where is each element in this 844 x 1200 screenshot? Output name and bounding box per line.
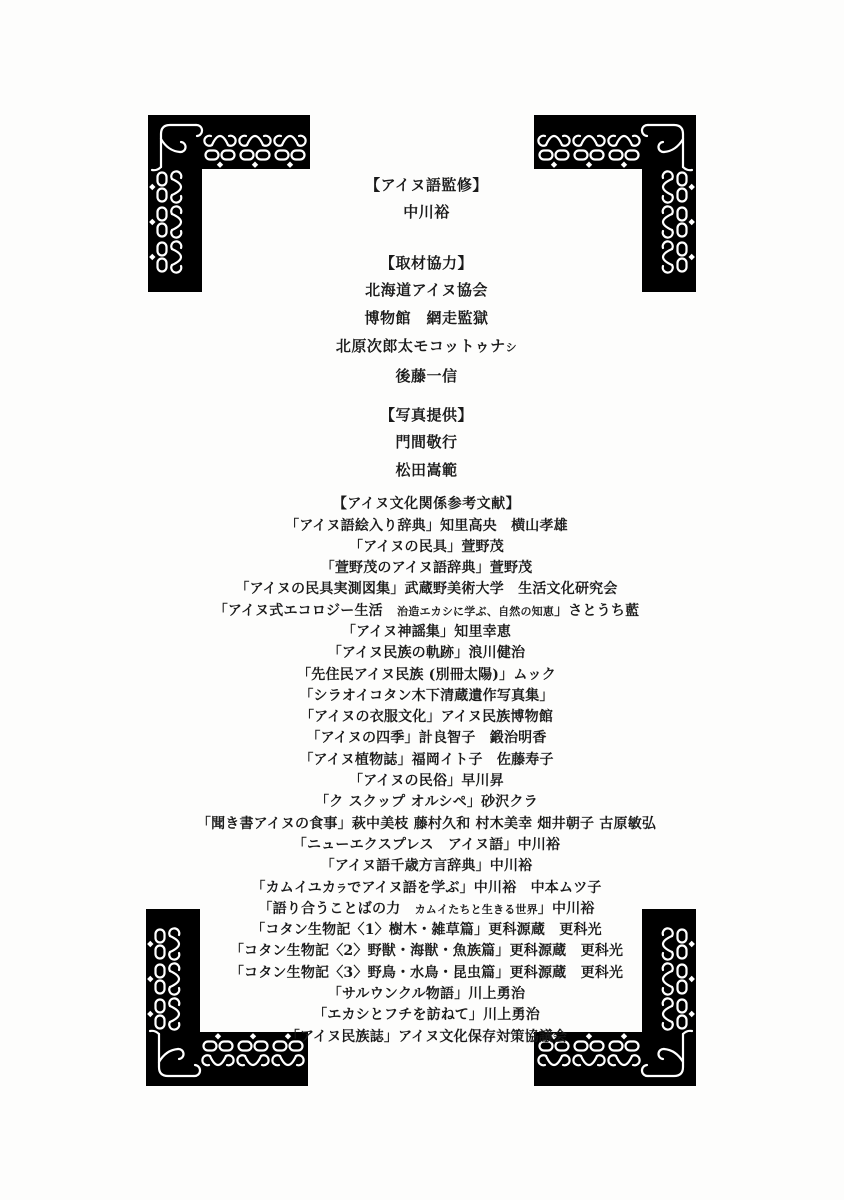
text-segment: 「アイヌ民族誌」アイヌ文化保存対策協議会: [285, 1028, 568, 1045]
text-segment: 「語り合うことばの力: [258, 900, 415, 917]
text-segment: 「エカシとフチを訪ねて」川上勇治: [313, 1007, 540, 1024]
text-segment-small: カムイたちと生きる世界: [414, 902, 538, 916]
text-segment: 「アイヌ式エコロジー生活: [213, 602, 398, 619]
text-segment: 中川裕: [403, 203, 450, 221]
reference-line: [9, 814, 844, 835]
text-segment: でアイヌ語を学ぶ」中川裕 中本ムツ子: [347, 879, 602, 896]
reference-line: [9, 728, 844, 749]
credit-line: [9, 276, 844, 304]
section-heading: 【アイヌ文化関係参考文献】: [332, 496, 521, 512]
reference-line: [9, 601, 844, 622]
text-segment: 「アイヌの四季」計良智子 鍛治明香: [306, 730, 547, 747]
text-segment: 「アイヌの衣服文化」アイヌ民族博物館: [299, 709, 554, 726]
credit-line: [9, 428, 844, 456]
text-segment: 「カムイユカ: [251, 879, 337, 896]
text-segment-small: ラ: [336, 881, 348, 895]
text-segment: 「アイヌ語千歳方言辞典」中川裕: [320, 858, 533, 875]
text-segment: 「アイヌ語絵入り辞典」知里高央 横山孝雄: [285, 517, 568, 534]
reference-line: [9, 984, 844, 1005]
text-segment: 北原次郎太モコットゥナ: [335, 337, 506, 355]
reference-line: [9, 771, 844, 792]
text-segment: 「シラオイコタン木下清蔵遺作写真集」: [299, 687, 554, 704]
text-segment: 「アイヌの民具実測図集」武蔵野美術大学 生活文化研究会: [235, 581, 618, 598]
reference-line: [9, 516, 844, 537]
reference-line: [9, 686, 844, 707]
text-segment: 「アイヌ植物誌」福岡イト子 佐藤寿子: [299, 751, 554, 768]
reference-line: [9, 558, 844, 579]
text-segment-small: 治造エカシに学ぶ、自然の知恵: [397, 604, 555, 618]
reference-line: [9, 643, 844, 664]
text-segment: 松田嵩範: [395, 461, 458, 479]
text-segment: 「ク スクップ オルシペ」砂沢クラ: [315, 794, 538, 811]
section-ainu-language-supervision: [9, 172, 844, 226]
text-segment: 門間敬行: [395, 433, 458, 451]
reference-line: [9, 1005, 844, 1026]
reference-line: [9, 835, 844, 856]
text-segment: 」さとうち藍: [554, 602, 640, 619]
reference-line: [9, 537, 844, 558]
credit-line: [9, 362, 844, 390]
credits-content: [9, 172, 844, 1048]
reference-line: [9, 665, 844, 686]
text-segment: 「萱野茂のアイヌ語辞典」萱野茂: [320, 560, 533, 577]
reference-line: [9, 941, 844, 962]
text-segment: 「コタン生物記〈3〉野鳥・水鳥・昆虫篇」更科源蔵 更科光: [229, 964, 624, 981]
reference-line: [9, 707, 844, 728]
text-segment: 「コタン生物記〈2〉野獣・海獣・魚族篇」更科源蔵 更科光: [229, 943, 624, 960]
reference-line: [9, 856, 844, 877]
reference-line: [9, 878, 844, 899]
text-segment: 「先住民アイヌ民族 (別冊太陽)」ムック: [297, 666, 556, 683]
text-segment: 「聞き書アイヌの食事」萩中美枝 藤村久和 村木美幸 畑井朝子 古原敏弘: [196, 815, 657, 832]
reference-line: [9, 963, 844, 984]
credit-line: [9, 456, 844, 484]
text-segment: 「アイヌ神謡集」知里幸恵: [341, 623, 512, 640]
reference-line: [9, 899, 844, 920]
credit-line: [9, 332, 844, 362]
reference-line: [9, 622, 844, 643]
text-segment: 「アイヌ民族の軌跡」浪川健治: [327, 645, 526, 662]
text-segment: 北海道アイヌ協会: [365, 281, 488, 299]
text-segment: 博物館 網走監獄: [364, 309, 489, 327]
text-segment: 「コタン生物記〈1〉樹木・雑草篇」更科源蔵 更科光: [251, 922, 602, 939]
text-segment: 「サルウンクル物語」川上勇治: [327, 986, 526, 1003]
credit-line: [9, 304, 844, 332]
section-research-cooperation: [9, 250, 844, 390]
section-heading: 【アイヌ語監修】: [365, 176, 488, 194]
credit-line: [9, 198, 844, 226]
text-segment: 「ニューエクスプレス アイヌ語」中川裕: [292, 836, 561, 853]
reference-line: [9, 792, 844, 813]
reference-line: [9, 579, 844, 600]
text-segment: 「アイヌの民具」萱野茂: [349, 538, 504, 555]
text-segment: 」中川裕: [537, 900, 595, 917]
reference-line: [9, 920, 844, 941]
text-segment: 後藤一信: [395, 367, 458, 385]
section-heading: 【写真提供】: [379, 406, 473, 424]
section-ainu-culture-references: [9, 494, 844, 1048]
section-heading: 【取材協力】: [379, 254, 473, 272]
text-segment: 「アイヌの民俗」早川昇: [349, 773, 504, 790]
reference-line: [9, 750, 844, 771]
text-segment-small: シ: [505, 341, 518, 354]
reference-line: [9, 1027, 844, 1048]
section-photo-credit: [9, 402, 844, 484]
